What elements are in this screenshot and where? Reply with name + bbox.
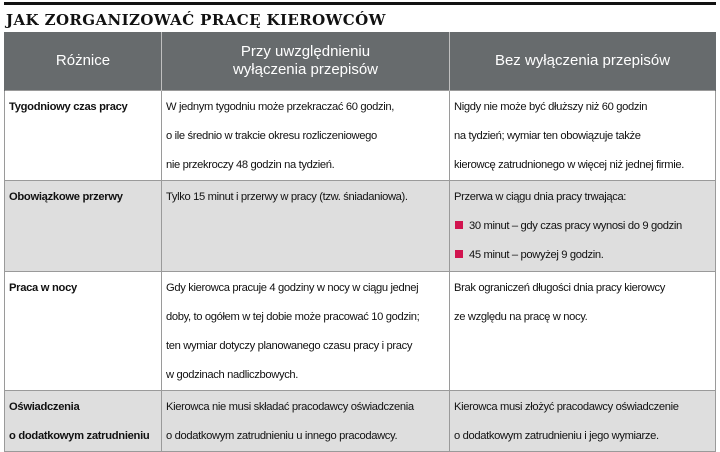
page-title: JAK ZORGANIZOWAĆ PRACĘ KIEROWCÓW xyxy=(6,11,386,29)
cell-line: ze względu na pracę w nocy. xyxy=(454,311,588,323)
square-bullet-icon xyxy=(455,221,463,229)
header-differences: Różnice xyxy=(5,32,162,91)
row-label-weekly-hours: Tygodniowy czas pracy xyxy=(5,91,162,181)
cell-weekly-without xyxy=(450,91,716,181)
header-with-exclusion-line-1: Przy uwzględnieniu xyxy=(240,43,371,60)
cell-statements-without xyxy=(450,391,716,452)
cell-night-without xyxy=(450,272,716,391)
cell-line: W jednym tygodniu może przekraczać 60 godzin, xyxy=(166,101,395,113)
cell-line: Nigdy nie może być dłuższy niż 60 godzin xyxy=(454,101,648,113)
header-without-exclusion: Bez wyłączenia przepisów xyxy=(450,32,716,91)
cell-line: o dodatkowym zatrudnieniu i jego wymiarze. xyxy=(454,430,659,442)
row-label-night-work: Praca w nocy xyxy=(5,272,162,391)
row-label-statements xyxy=(5,391,162,452)
bullet-item xyxy=(454,241,712,270)
cell-line: o dodatkowym zatrudnieniu u innego pracodawcy. xyxy=(166,430,398,442)
bullet-text: 45 minut – powyżej 9 godzin. xyxy=(469,249,604,261)
cell-line: o ile średnio w trakcie okresu rozliczeniowego xyxy=(166,130,377,142)
table-row-breaks xyxy=(5,181,716,272)
cell-line: na tydzień; wymiar ten obowiązuje także xyxy=(454,130,641,142)
table-row-statements xyxy=(5,391,716,452)
header-with-exclusion xyxy=(162,32,450,91)
cell-line: doby, to ogółem w tej dobie może pracować 10 godzin; xyxy=(166,311,420,323)
cell-line: Tylko 15 minut i przerwy w pracy (tzw. śniadaniowa). xyxy=(166,191,408,203)
row-label-line: Oświadczenia xyxy=(9,401,80,413)
row-label-line: o dodatkowym zatrudnieniu xyxy=(9,430,150,442)
cell-breaks-without xyxy=(450,181,716,272)
comparison-table xyxy=(4,32,716,452)
cell-line: Kierowca musi złożyć pracodawcy oświadczenie xyxy=(454,401,679,413)
cell-line: w godzinach nadliczbowych. xyxy=(166,369,299,381)
cell-line: Przerwa w ciągu dnia pracy trwająca: xyxy=(454,191,627,203)
row-label-breaks: Obowiązkowe przerwy xyxy=(5,181,162,272)
cell-line: kierowcę zatrudnionego w więcej niż jednej firmie. xyxy=(454,159,684,171)
square-bullet-icon xyxy=(455,250,463,258)
header-with-exclusion-line-2: wyłączenia przepisów xyxy=(232,61,379,78)
top-rule xyxy=(4,2,716,5)
bullet-item xyxy=(454,212,712,241)
cell-line: nie przekroczy 48 godzin na tydzień. xyxy=(166,159,335,171)
bullet-text: 30 minut – gdy czas pracy wynosi do 9 godzin xyxy=(469,220,682,232)
cell-line: ten wymiar dotyczy planowanego czasu pracy i pracy xyxy=(166,340,413,352)
cell-night-with xyxy=(162,272,450,391)
cell-breaks-with xyxy=(162,181,450,272)
cell-line: Kierowca nie musi składać pracodawcy oświadczenia xyxy=(166,401,414,413)
cell-statements-with xyxy=(162,391,450,452)
cell-line: Brak ograniczeń długości dnia pracy kierowcy xyxy=(454,282,665,294)
table-row-night-work xyxy=(5,272,716,391)
table-row-weekly-hours xyxy=(5,91,716,181)
header-row xyxy=(5,32,716,91)
cell-line: Gdy kierowca pracuje 4 godziny w nocy w ciągu jednej xyxy=(166,282,419,294)
cell-weekly-with xyxy=(162,91,450,181)
